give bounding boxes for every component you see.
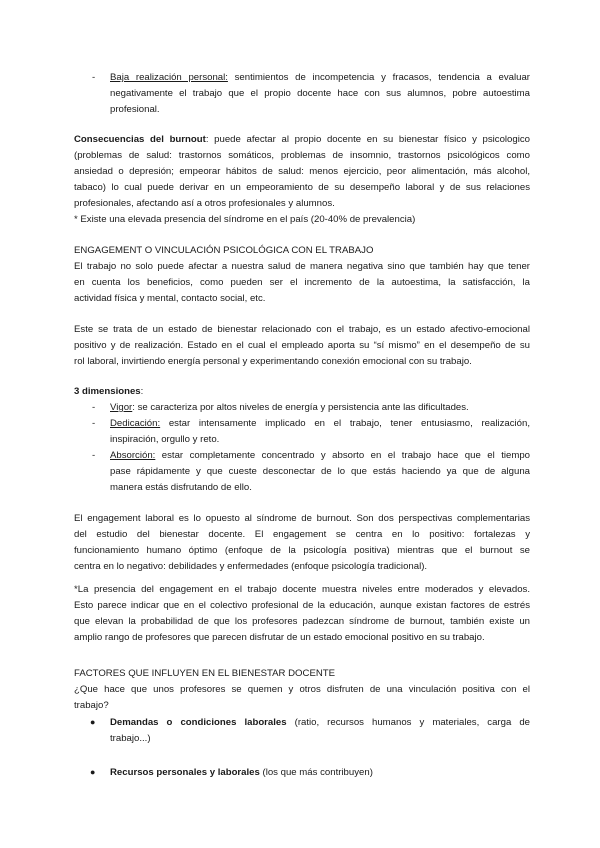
consecuencias-line-1 (74, 132, 530, 147)
dimensiones-heading-bold: 3 dimensiones (74, 386, 141, 397)
absorcion-text: estar completamente concentrado y absorto en el trabajo hace que el tiempo (155, 450, 530, 461)
engagement-p2-line-1: Este se trata de un estado de bienestar relacionado con el trabajo, es un estado afectivo-emocional (74, 324, 530, 335)
engagement-p1-line-3: actividad física y mental, contacto social, etc. (74, 293, 266, 304)
presencia-line-1: *La presencia del engagement en el trabajo docente muestra niveles entre moderados y elevados. (74, 584, 530, 595)
list-dash: - (92, 418, 96, 429)
consecuencias-line-4: tabaco) lo cual puede derivar en un empeoramiento de su desempeño laboral y de sus relaciones (74, 182, 530, 193)
engagement-p1-line-1: El trabajo no solo puede afectar a nuestra salud de manera negativa sino que también hay que tener (74, 261, 530, 272)
engagement-p2-line-3: rol laboral, invirtiendo energía personal y experimentando conexión emocional con su trabajo. (74, 356, 472, 367)
list-dash: - (92, 72, 96, 83)
opuesto-line-2: del estudio del bienestar docente. El engagement se centra en lo positivo: fortalezas y (74, 529, 530, 540)
factor-item-1-line-1 (110, 715, 530, 730)
consecuencias-text: : puede afectar al propio docente en su bienestar físico y psicologico (205, 134, 530, 145)
vigor-term: Vigor (110, 402, 133, 413)
opuesto-line-3: funcionamiento humano óptimo (enfoque de la psicología positiva) mientras que el burnout se (74, 545, 530, 556)
absorcion-line-2: pase rápidamente y que cueste desconectar de lo que estás haciendo ya que de alguna (110, 466, 530, 477)
baja-term: Baja realización personal: (110, 72, 228, 83)
vigor-item (110, 400, 469, 415)
baja-line-3: profesional. (110, 104, 160, 115)
factor-item-2-bold: Recursos personales y laborales (110, 767, 260, 778)
engagement-heading: ENGAGEMENT O VINCULACIÓN PSICOLÓGICA CON EL TRABAJO (74, 245, 374, 256)
consecuencias-line-3: ansiedad o depresión; empeorar hábitos de salud: menos ejercicio, peor alimentación, más alcohol, (74, 166, 530, 177)
presencia-line-3: que elevan la probabilidad de que los profesores padezcan síndrome de burnout, también existe un (74, 616, 530, 627)
consecuencias-line-2: (problemas de salud: trastornos somáticos, problemas de insomnio, trastornos psicológicos como (74, 150, 530, 161)
factores-question-line-1: ¿Que hace que unos profesores se quemen y otros disfruten de una vinculación positiva con el (74, 684, 530, 695)
absorcion-term: Absorción: (110, 450, 156, 461)
absorcion-line-1 (110, 448, 530, 463)
dimensiones-heading-colon: : (140, 386, 144, 397)
factor-item-1-text: (ratio, recursos humanos y materiales, carga de (286, 717, 530, 728)
factor-item-2-text: (los que más contribuyen) (259, 767, 373, 778)
bullet-icon: ● (90, 767, 96, 777)
prevalencia-note: * Existe una elevada presencia del síndrome en el país (20-40% de prevalencia) (74, 214, 416, 225)
factor-item-1-bold: Demandas o condiciones laborales (110, 717, 287, 728)
opuesto-line-1: El engagement laboral es lo opuesto al síndrome de burnout. Son dos perspectivas complementarias (74, 513, 530, 524)
bullet-icon: ● (90, 717, 96, 727)
dedicacion-line-2: inspiración, orgullo y reto. (110, 434, 220, 445)
presencia-line-2: Esto parece indicar que en el colectivo profesional de la educación, aunque existan factores de estrés (74, 600, 530, 611)
engagement-p2-line-2: positivo y de realización. Estado en el cual el empleado aporta su “sí mismo” en el desempeño de su (74, 340, 530, 351)
baja-line-1 (110, 70, 530, 85)
opuesto-line-4: centra en lo negativo: debilidades y enfermedades (enfoque psicología tradicional). (74, 561, 428, 572)
dedicacion-text: estar intensamente implicado en el trabajo, tener entusiasmo, realización, (160, 418, 530, 429)
engagement-p1-line-2: en cuenta los beneficios, como pueden ser el incremento de la autoestima, la satisfacción, la (74, 277, 530, 288)
factor-item-1-line-2: trabajo...) (110, 733, 151, 744)
dedicacion-line-1 (110, 416, 530, 431)
dimensiones-heading (74, 384, 143, 399)
vigor-text: : se caracteriza por altos niveles de energía y persistencia ante las dificultades. (132, 402, 469, 413)
absorcion-line-3: manera estás disfrutando de ello. (110, 482, 252, 493)
factores-question-line-2: trabajo? (74, 700, 109, 711)
baja-line-2: negativamente el trabajo que el propio docente hace con sus alumnos, pobre autoestima (110, 88, 530, 99)
factores-heading: FACTORES QUE INFLUYEN EN EL BIENESTAR DOCENTE (74, 668, 336, 679)
consecuencias-line-5: profesionales, afectando así a otros profesionales y alumnos. (74, 198, 335, 209)
list-dash: - (92, 402, 96, 413)
list-dash: - (92, 450, 96, 461)
baja-text: sentimientos de incompetencia y fracasos, tendencia a evaluar (227, 72, 530, 83)
consecuencias-term: Consecuencias del burnout (74, 134, 206, 145)
dedicacion-term: Dedicación: (110, 418, 161, 429)
factor-item-2 (110, 765, 373, 780)
presencia-line-4: amplio rango de profesores que parecen disfrutar de un estado emocional positivo en su trabajo. (74, 632, 485, 643)
